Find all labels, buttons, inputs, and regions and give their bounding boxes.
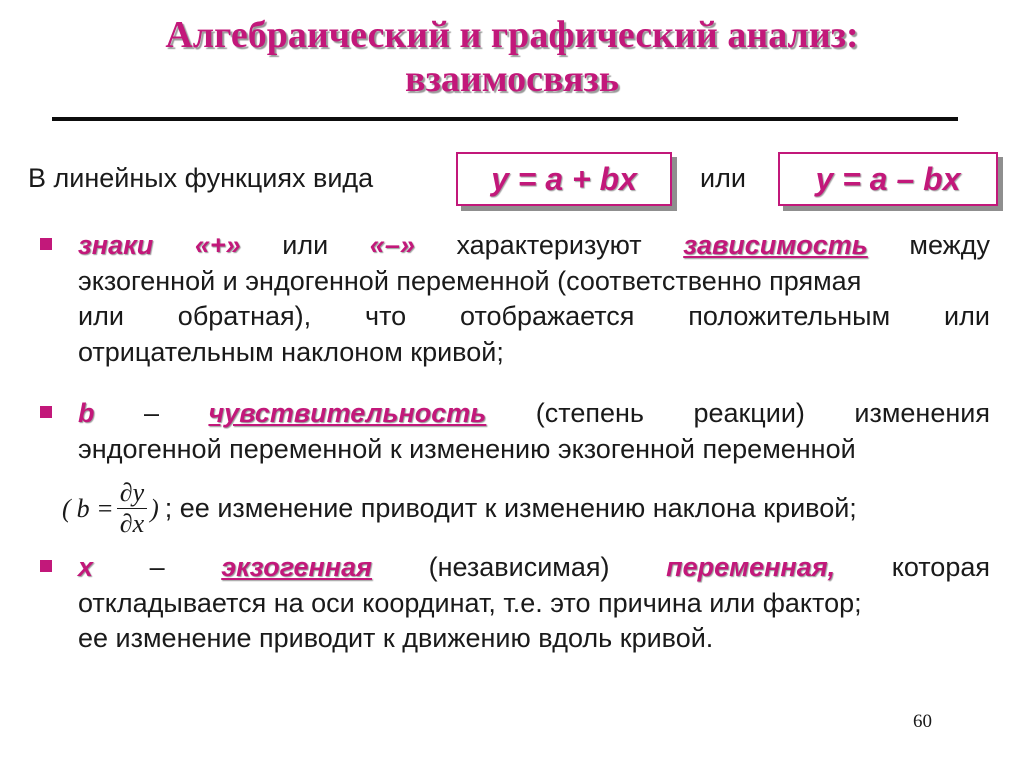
line-text: отрицательным наклоном кривой; [78,336,504,367]
word: что [365,301,407,331]
bullet-b [78,396,990,467]
slide-subtitle: взаимосвязь [405,58,619,100]
text-line [78,228,990,264]
intro-text: В линейных функциях вида [28,163,374,193]
intro-connector: или [700,163,746,193]
bullet-x [78,550,990,657]
keyword-plus: «+» [194,230,241,260]
dash: – [149,552,165,582]
bullet-marker [40,238,52,250]
keyword-dependence: зависимость [683,230,868,260]
keyword-exogenous: экзогенная [221,552,372,582]
word: или [944,301,990,331]
line-text: откладывается на оси координат, т.е. это причина или фактор; [78,587,862,618]
keyword-signs: знаки [78,230,154,260]
title-divider [52,117,958,121]
fraction-denominator: ∂x [119,509,145,538]
text-line [78,335,990,371]
word: которая [891,552,990,582]
keyword-minus: «–» [369,230,415,260]
line-text: ; ее изменение приводит к изменению наклона кривой; [164,493,857,523]
formula-lhs: b = [76,493,114,523]
text-line [78,299,990,335]
word: реакции) [693,398,805,428]
fraction-numerator: ∂y [117,478,147,509]
line-text: экзогенной и эндогенной переменной (соответственно прямая [78,265,862,296]
word: положительным [688,301,891,331]
dash: – [143,398,159,428]
text-line [78,396,990,432]
bullet-marker [40,406,52,418]
derivative-formula [62,478,857,539]
text-line [78,621,990,657]
formula-box-minus: y = a – bx [778,152,998,206]
slide-title: Алгебраический и графический анализ: [165,14,859,56]
word: (независимая) [428,552,610,582]
word: или [282,230,329,260]
keyword-x: x [78,552,94,582]
word: изменения [854,398,990,428]
paren-close: ) [150,493,159,523]
text-line [78,586,990,622]
word: (степень [535,398,644,428]
word: обратная), [177,301,312,331]
formula-box-plus: y = a + bx [456,152,672,206]
bullet-signs [78,228,990,370]
fraction [117,478,147,539]
keyword-variable: переменная, [666,552,836,582]
line-text: эндогенной переменной к изменению экзогенной переменной [78,433,856,464]
word: между [909,230,990,260]
word: отображается [460,301,635,331]
keyword-b: b [78,398,95,428]
line-text: ее изменение приводит к движению вдоль кривой. [78,623,714,653]
word: характеризуют [456,230,642,260]
paren-open: ( [62,493,71,523]
text-line [78,432,990,468]
bullet-marker [40,560,52,572]
text-line [78,264,990,300]
page-number: 60 [913,711,932,732]
word: или [78,301,124,331]
keyword-sensitivity: чувствительность [208,398,487,428]
text-line [78,550,990,586]
